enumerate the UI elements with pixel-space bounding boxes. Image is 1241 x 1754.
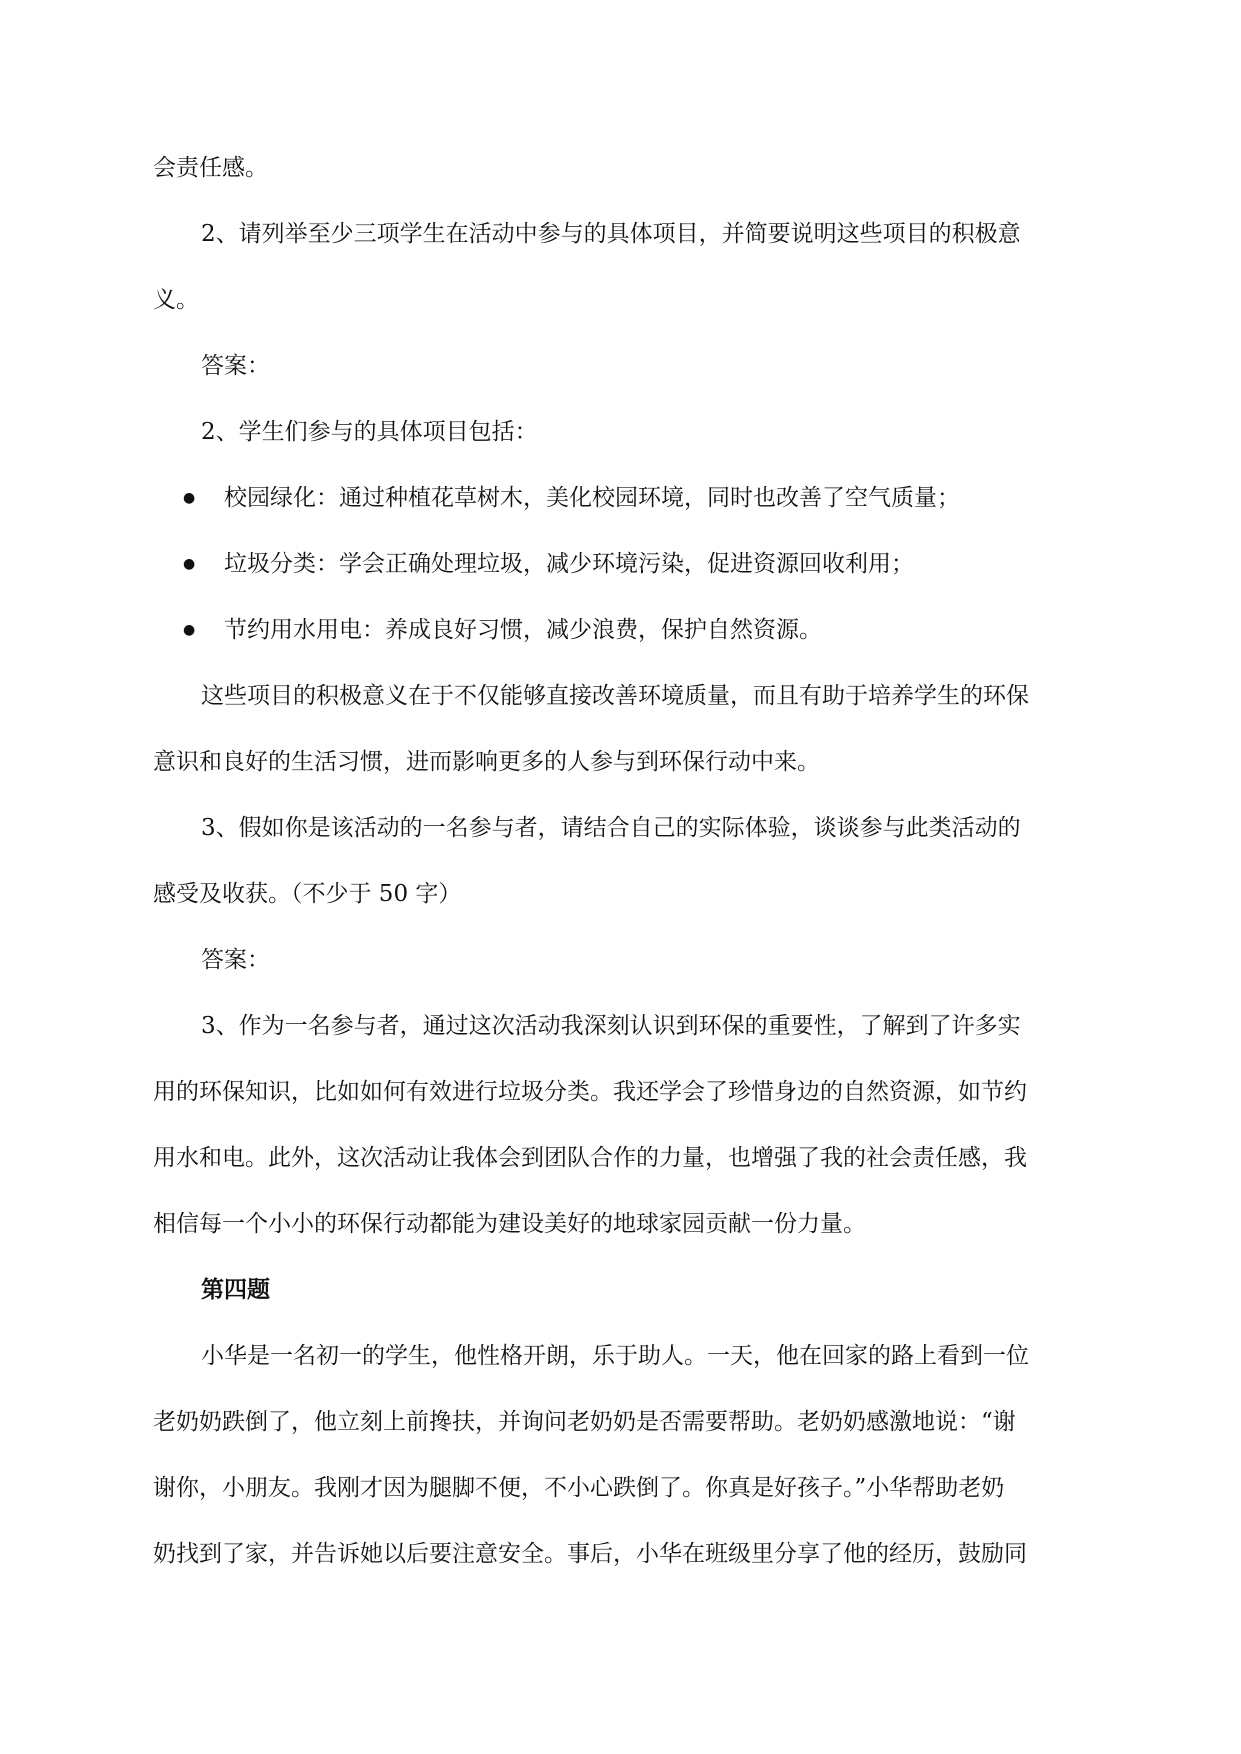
question-3-line: 3、假如你是该活动的一名参与者，请结合自己的实际体验，谈谈参与此类活动的: [201, 815, 1021, 841]
answer-label: 答案：: [201, 947, 270, 973]
list-item: [153, 465, 1093, 531]
list-item: [153, 597, 1093, 663]
answer-2-intro: 2、学生们参与的具体项目包括：: [201, 419, 538, 445]
answer-label: 答案：: [201, 353, 270, 379]
question-3-continuation: 感受及收获。（不少于 50 字）: [153, 881, 462, 907]
paragraph-line: 老奶奶跌倒了，他立刻上前搀扶，并询问老奶奶是否需要帮助。老奶奶感激地说：“谢: [153, 1409, 1016, 1435]
paragraph-line: 用水和电。此外，这次活动让我体会到团队合作的力量，也增强了我的社会责任感，我: [153, 1145, 1027, 1171]
paragraph-line: 意识和良好的生活习惯，进而影响更多的人参与到环保行动中来。: [153, 749, 820, 775]
list-item-text: 垃圾分类：学会正确处理垃圾，减少环境污染，促进资源回收利用；: [224, 551, 914, 577]
list-item-text: 校园绿化：通过种植花草树木，美化校园环境，同时也改善了空气质量；: [224, 485, 960, 511]
document-page: [153, 135, 1093, 1587]
paragraph-line: 相信每一个小小的环保行动都能为建设美好的地球家园贡献一份力量。: [153, 1211, 866, 1237]
paragraph-line: 谢你，小朋友。我刚才因为腿脚不便，不小心跌倒了。你真是好孩子。”小华帮助老奶: [153, 1475, 1005, 1501]
paragraph-line: 这些项目的积极意义在于不仅能够直接改善环境质量，而且有助于培养学生的环保: [201, 683, 1029, 709]
list-item: [153, 531, 1093, 597]
bullet-icon: ●: [183, 556, 196, 572]
question-2-continuation: 义。: [153, 287, 199, 313]
bullet-icon: ●: [183, 622, 196, 638]
paragraph-line: 奶找到了家，并告诉她以后要注意安全。事后，小华在班级里分享了他的经历，鼓励同: [153, 1541, 1027, 1567]
question-2-line: 2、请列举至少三项学生在活动中参与的具体项目，并简要说明这些项目的积极意: [201, 221, 1021, 247]
paragraph-line: 会责任感。: [153, 155, 268, 181]
section-heading: 第四题: [201, 1276, 270, 1303]
list-item-text: 节约用水用电：养成良好习惯，减少浪费，保护自然资源。: [224, 617, 822, 643]
bullet-icon: ●: [183, 490, 196, 506]
answer-3-line: 3、作为一名参与者，通过这次活动我深刻认识到环保的重要性，了解到了许多实: [201, 1013, 1021, 1039]
paragraph-line: 用的环保知识，比如如何有效进行垃圾分类。我还学会了珍惜身边的自然资源，如节约: [153, 1079, 1027, 1105]
story-line: 小华是一名初一的学生，他性格开朗，乐于助人。一天，他在回家的路上看到一位: [201, 1343, 1029, 1369]
